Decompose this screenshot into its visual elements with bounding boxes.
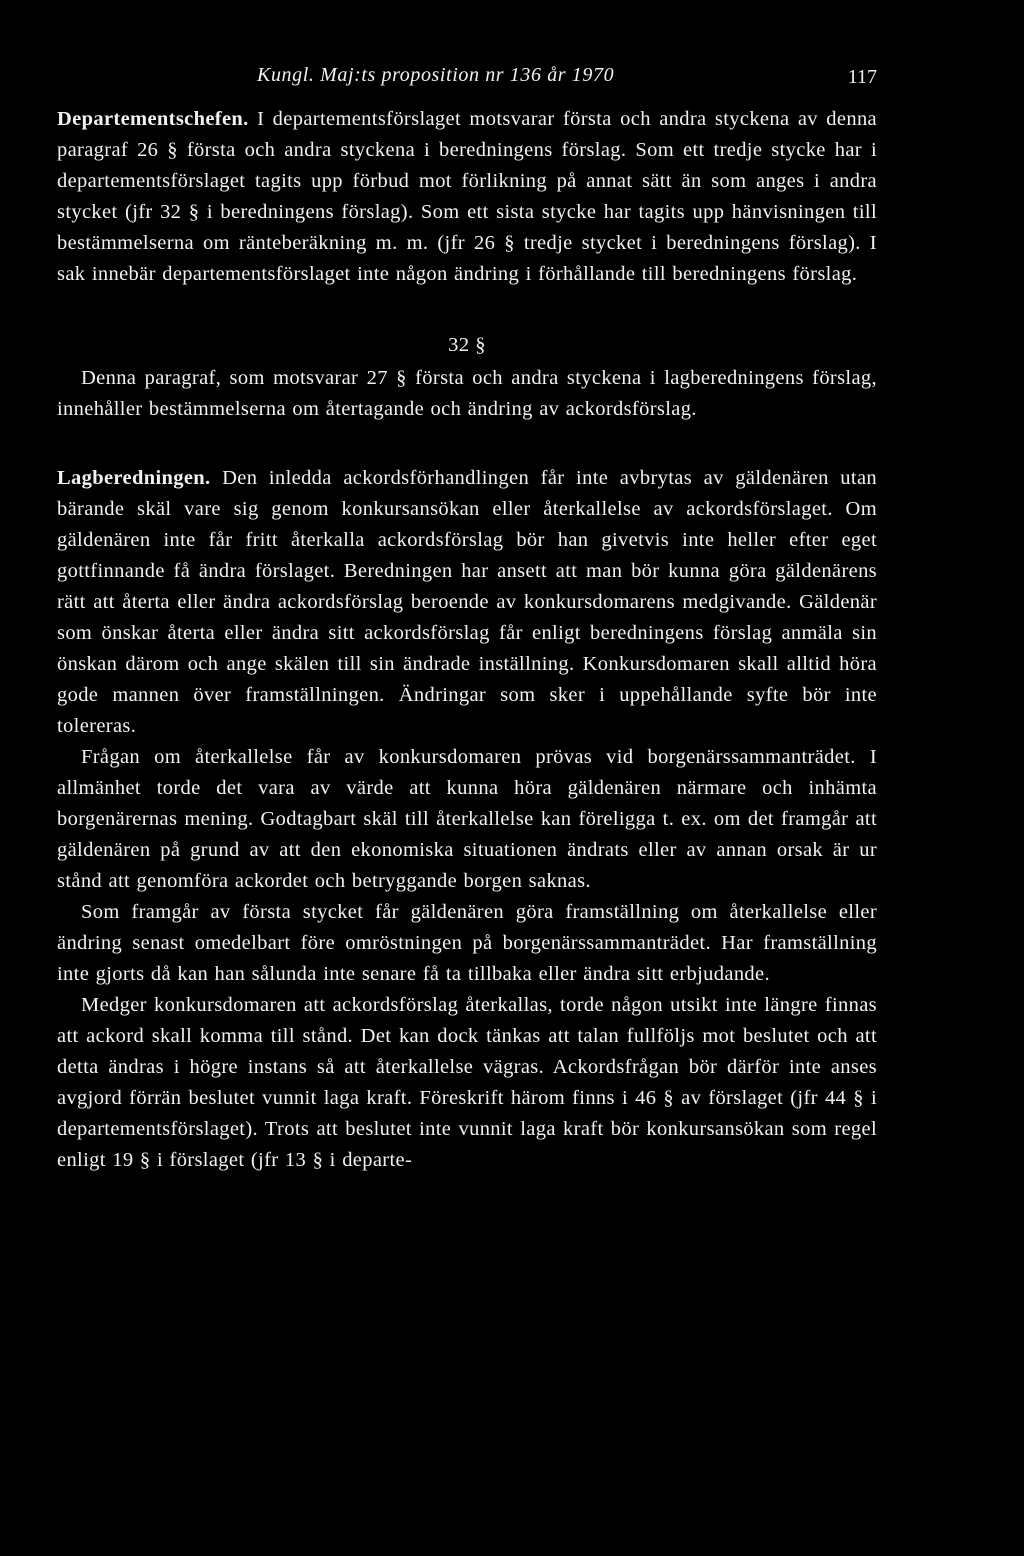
running-title: Kungl. Maj:ts proposition nr 136 år 1970	[257, 64, 615, 86]
page-header	[57, 64, 877, 104]
section-heading-32: 32 §	[448, 334, 486, 356]
paragraph-lead-lagberedningen: Lagberedningen.	[57, 467, 211, 489]
paragraph-body: Som framgår av första stycket får gäldenären göra framställning om återkallelse eller ändring senast omedelbart före omröstningen på borgenärssammanträdet. Har framställning inte gjorts då kan han sålunda inte senare få ta tillbaka eller ändra sitt erbjudande.	[57, 901, 877, 985]
paragraph-lead-departementschefen: Departementschefen.	[57, 108, 249, 130]
paragraph-body: Frågan om återkallelse får av konkursdomaren prövas vid borgenärssammanträdet. I allmänhet torde det vara av värde att kunna höra gäldenären närmare och inhämta borgenärernas mening. Godtagbart skäl till återkallelse kan föreligga t. ex. om det framgår att gäldenären på grund av att den ekonomiska situationen ändrats eller av annan orsak är ur stånd att genomföra ackordet och betryggande borgen saknas.	[57, 746, 877, 892]
paragraph-lagberedningen	[57, 463, 877, 742]
paragraph-intro: Denna paragraf, som motsvarar 27 § första och andra styckena i lagberedningens förslag, innehåller bestämmelserna om återtagande och ändring av ackordsförslag.	[57, 367, 877, 420]
paragraph-text: I departementsförslaget motsvarar första och andra styckena av denna paragraf 26 § första och andra styckena i beredningens förslag. Som ett tredje stycke har i departementsförslaget tagits upp förbud mot förlikning på annat sätt än som anges i andra stycket (jfr 32 § i beredningens förslag). Som ett sista stycke har tagits upp hänvisningen till bestämmelserna om ränteberäkning m. m. (jfr 26 § tredje stycket i beredningens förslag). I sak innebär departementsförslaget inte någon ändring i förhållande till beredningens förslag.	[57, 108, 877, 285]
paragraph-text: Den inledda ackordsförhandlingen får inte avbrytas av gäldenären utan bärande skäl vare sig genom konkursansökan eller återkallelse av ackordsförslaget. Om gäldenären inte får fritt återkalla ackordsförslag bör han givetvis inte heller efter eget gottfinnande få ändra förslaget. Beredningen har ansett att man bör kunna göra gäldenärens rätt att återta eller ändra ackordsförslag beroende av konkursdomarens medgivande. Gäldenär som önskar återta eller ändra sitt ackordsförslag får enligt beredningens förslag anmäla sin önskan därom och ange skälen till sin ändrade inställning. Konkursdomaren skall alltid höra gode mannen över framställningen. Ändringar som sker i uppehållande syfte bör inte tolereras.	[57, 467, 877, 737]
page-number: 117	[847, 66, 877, 88]
paragraph-body: Medger konkursdomaren att ackordsförslag återkallas, torde någon utsikt inte längre finnas att ackord skall komma till stånd. Det kan dock tänkas att talan fullföljs mot beslutet och att detta ändras i högre instans så att återkallelse vägras. Ackordsfrågan bör därför inte anses avgjord förrän beslutet vunnit laga kraft. Föreskrift härom finns i 46 § av förslaget (jfr 44 § i departementsförslaget). Trots att beslutet inte vunnit laga kraft bör konkursansökan som regel enligt 19 § i förslaget (jfr 13 § i departe-	[57, 994, 877, 1171]
document-page	[57, 64, 877, 1176]
paragraph-departementschefen	[57, 104, 877, 290]
